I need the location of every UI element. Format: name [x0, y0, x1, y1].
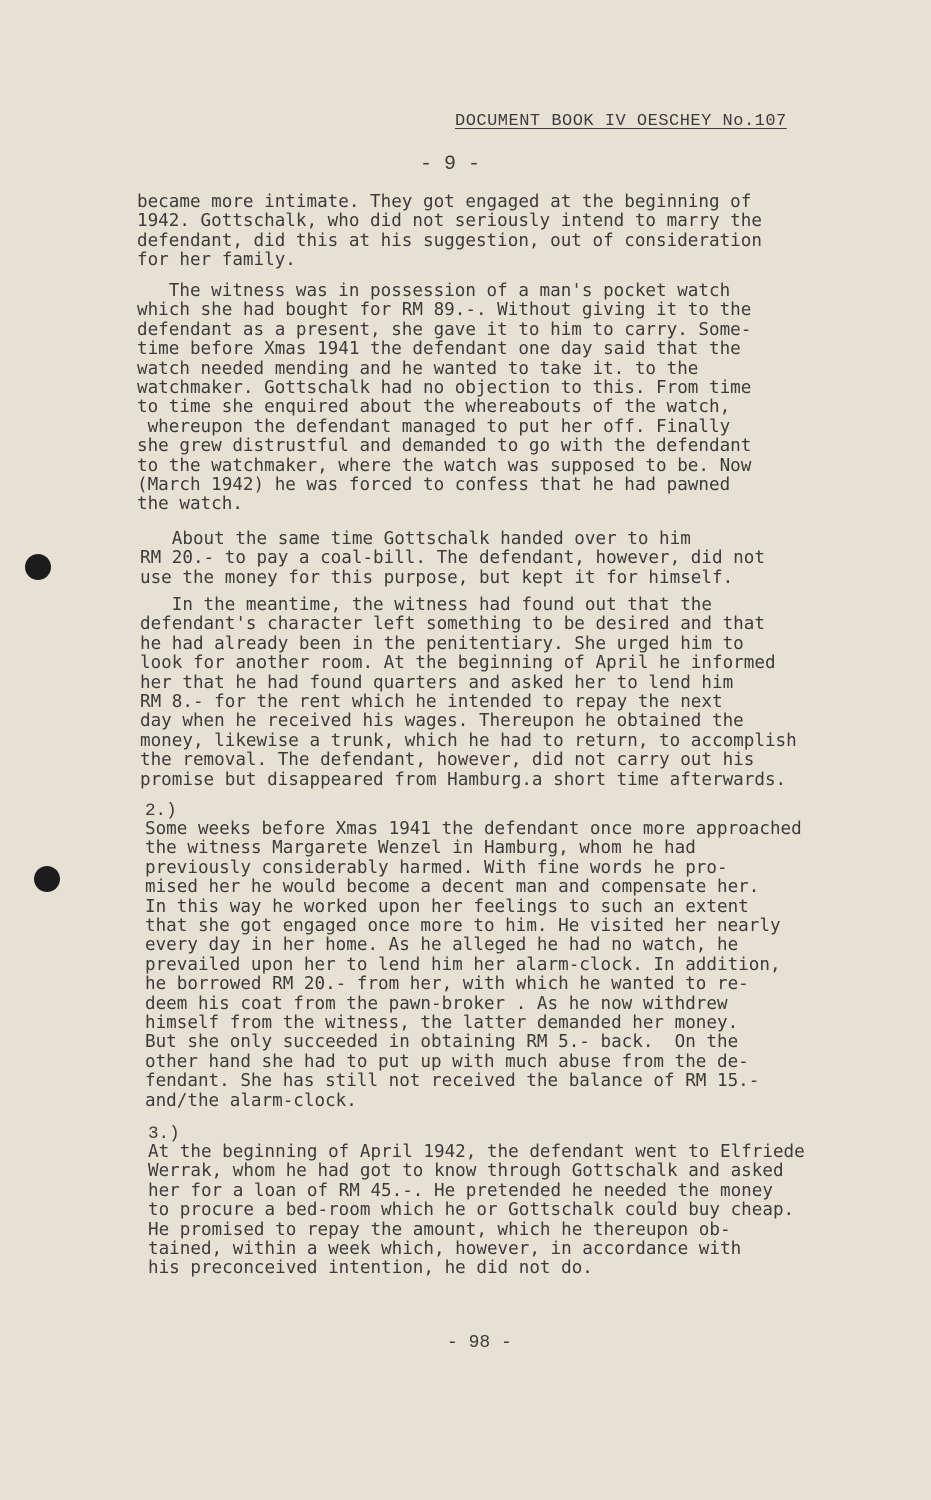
section-label-2: 2.) [145, 801, 177, 821]
paragraph-werrak: At the beginning of April 1942, the defendant went to Elfriede Werrak, whom he had got to know through Gottschalk and asked her for a loan of RM 45.-. He pretended he needed the money to procure a bed-room which he or Gottschalk could buy cheap. He promised to repay the amount, which he thereupon ob- tained, within a week which, however, in accordance with his preconceived intention, he did not do. [148, 1142, 805, 1279]
paragraph-coal-bill: About the same time Gottschalk handed over to him RM 20.- to pay a coal-bill. The defendant, however, did not use the money for this purpose, but kept it for himself. [140, 529, 765, 588]
section-label-3: 3.) [148, 1124, 180, 1144]
paragraph-intro: became more intimate. They got engaged at the beginning of 1942. Gottschalk, who did not seriously intend to marry the defendant, did this at his suggestion, out of consideration for her family. [137, 192, 762, 271]
paragraph-pocket-watch: The witness was in possession of a man's pocket watch which she had bought for RM 89.-. Without giving it to the defendant as a present, she gave it to him to carry. Some- time before Xmas 1941 the defendant one day said that the watch needed mending and he wanted to take it. to the watchmaker. Gottschalk had no objection to this. From time to time she enquired about the whereabouts of the watch, whereupon the defendant managed to put her off. Finally she grew distrustful and demanded to go with the defendant to the watchmaker, where the watch was supposed to be. Now (March 1942) he was forced to confess that he had pawned the watch. [137, 281, 752, 515]
punch-hole-lower [34, 866, 60, 892]
paragraph-penitentiary: In the meantime, the witness had found out that the defendant's character left something to be desired and that he had already been in the penitentiary. She urged him to look for another room. At the beginning of April he informed her that he had found quarters and asked her to lend him RM 8.- for the rent which he intended to repay the next day when he received his wages. Thereupon he obtained the money, likewise a trunk, which he had to return, to accomplish the removal. The defendant, however, did not carry out his promise but disappeared from Hamburg.a short time afterwards. [140, 595, 797, 790]
document-reference: DOCUMENT BOOK IV OESCHEY No.107 [455, 112, 787, 131]
paragraph-wenzel: Some weeks before Xmas 1941 the defendant once more approached the witness Margarete Wenzel in Hamburg, whom he had previously considerably harmed. With fine words he pro- mised her he would become a decent man and compensate her. In this way he worked upon her feelings to such an extent that she got engaged once more to him. He visited her nearly every day in her home. As he alleged he had no watch, he prevailed upon her to lend him her alarm-clock. In addition, he borrowed RM 20.- from her, with which he wanted to re- deem his coat from the pawn-broker . As he now withdrew himself from the witness, the latter demanded her money. But she only succeeded in obtaining RM 5.- back. On the other hand she had to put up with much abuse from the de- fendant. She has still not received the balance of RM 15.- and/the alarm-clock. [145, 819, 802, 1111]
page-footer-number: - 98 - [447, 1333, 512, 1353]
page-number: - 9 - [420, 153, 481, 176]
punch-hole-upper [25, 554, 51, 580]
